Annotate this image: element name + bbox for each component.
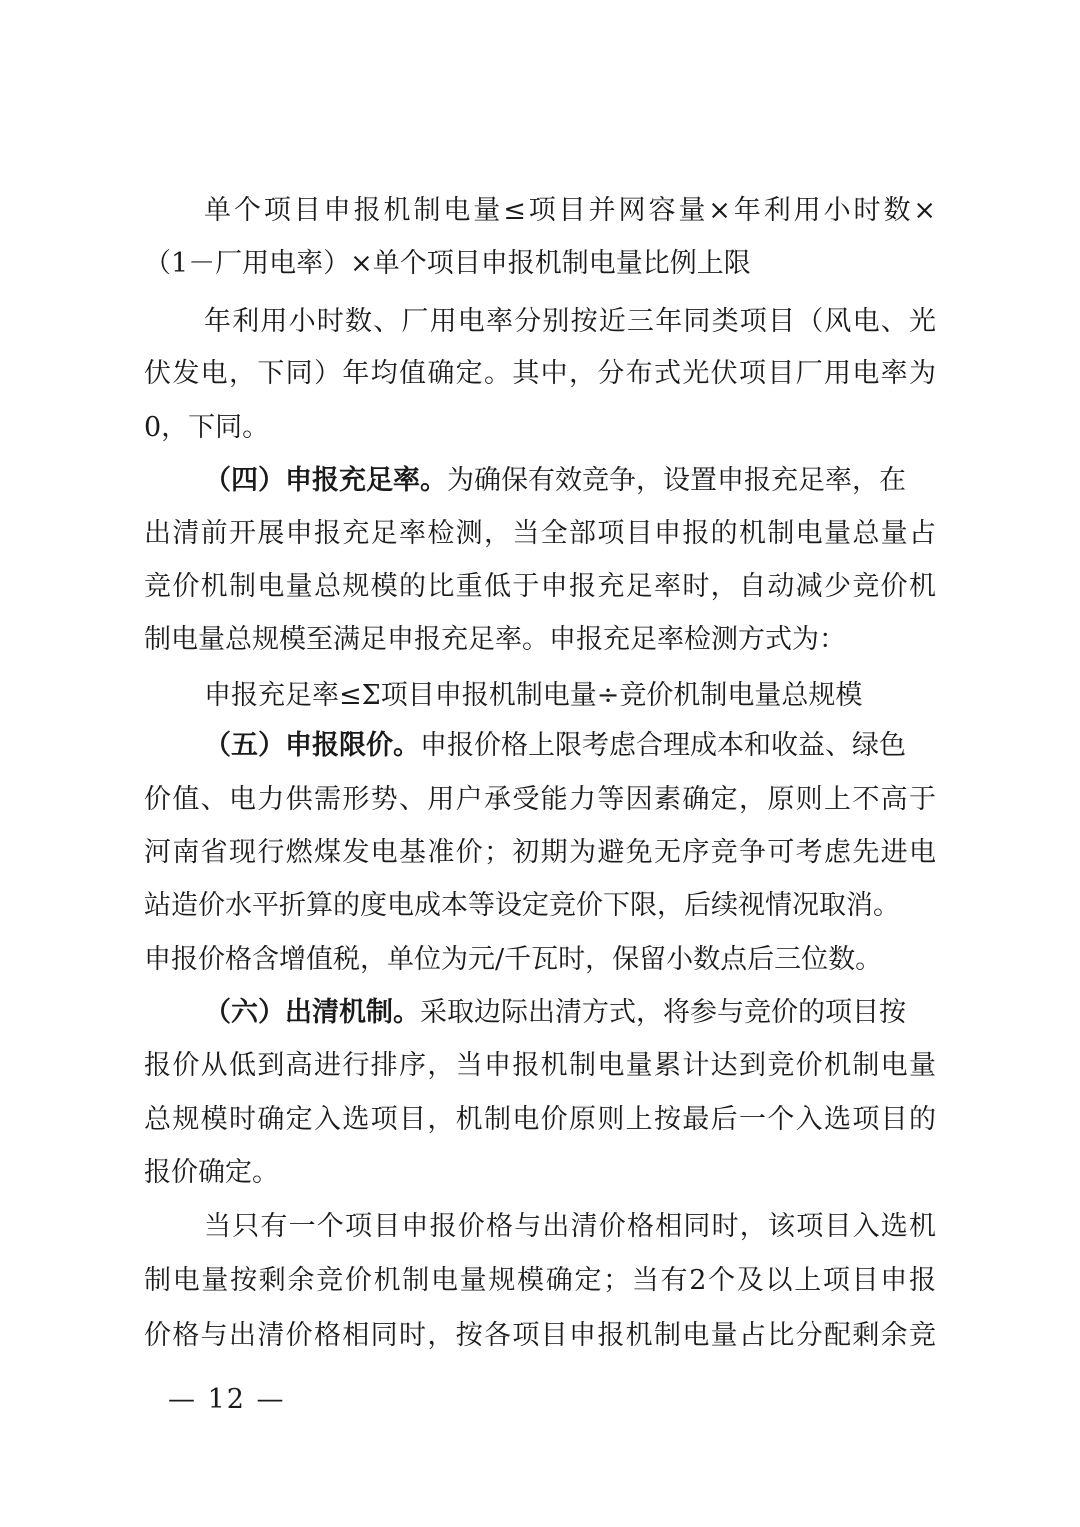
paragraph-line: 价值、电力供需形势、用户承受能力等因素确定，原则上不高于	[144, 784, 936, 815]
paragraph-line: 总规模时确定入选项目，机制电价原则上按最后一个入选项目的	[144, 1104, 936, 1135]
paragraph-line: （1－厂用电率）×单个项目申报机制电量比例上限	[144, 248, 751, 279]
paragraph-line: 制电量总规模至满足申报充足率。申报充足率检测方式为：	[144, 624, 846, 655]
paragraph-line: 年利用小时数、厂用电率分别按近三年同类项目（风电、光	[204, 306, 936, 337]
paragraph-line: 报价确定。	[144, 1157, 279, 1188]
section-text: 为确保有效竞争，设置申报充足率，在	[447, 465, 906, 496]
section-heading-6: （六）出清机制。	[204, 997, 420, 1028]
section-text: 申报价格上限考虑合理成本和收益、绿色	[420, 730, 906, 761]
paragraph-line: 竞价机制电量总规模的比重低于申报充足率时，自动减少竞价机	[144, 571, 936, 602]
paragraph-line: 价格与出清价格相同时，按各项目申报机制电量占比分配剩余竞	[144, 1320, 936, 1351]
paragraph-line-section-6	[204, 993, 906, 1033]
paragraph-line-section-5	[204, 726, 906, 766]
section-heading-4: （四）申报充足率。	[204, 465, 447, 496]
paragraph-line: 0，下同。	[144, 412, 270, 443]
section-heading-5: （五）申报限价。	[204, 730, 420, 761]
page-number: — 12 —	[168, 1384, 286, 1415]
formula-line: 申报充足率≤Σ项目申报机制电量÷竞价机制电量总规模	[204, 680, 863, 711]
paragraph-line: 河南省现行燃煤发电基准价；初期为避免无序竞争可考虑先进电	[144, 837, 936, 868]
paragraph-line: 出清前开展申报充足率检测，当全部项目申报的机制电量总量占	[144, 518, 936, 549]
paragraph-line: 报价从低到高进行排序，当申报机制电量累计达到竞价机制电量	[144, 1050, 936, 1081]
paragraph-line: 站造价水平折算的度电成本等设定竞价下限，后续视情况取消。	[144, 890, 900, 921]
paragraph-line: 伏发电，下同）年均值确定。其中，分布式光伏项目厂用电率为	[144, 358, 936, 389]
section-text: 采取边际出清方式，将参与竞价的项目按	[420, 997, 906, 1028]
paragraph-line-section-4	[204, 461, 906, 501]
paragraph-line: 制电量按剩余竞价机制电量规模确定；当有2个及以上项目申报	[144, 1265, 936, 1296]
paragraph-line: 单个项目申报机制电量≤项目并网容量×年利用小时数×	[204, 195, 936, 226]
paragraph-line: 当只有一个项目申报价格与出清价格相同时，该项目入选机	[204, 1211, 936, 1242]
paragraph-line: 申报价格含增值税，单位为元/千瓦时，保留小数点后三位数。	[144, 944, 883, 975]
